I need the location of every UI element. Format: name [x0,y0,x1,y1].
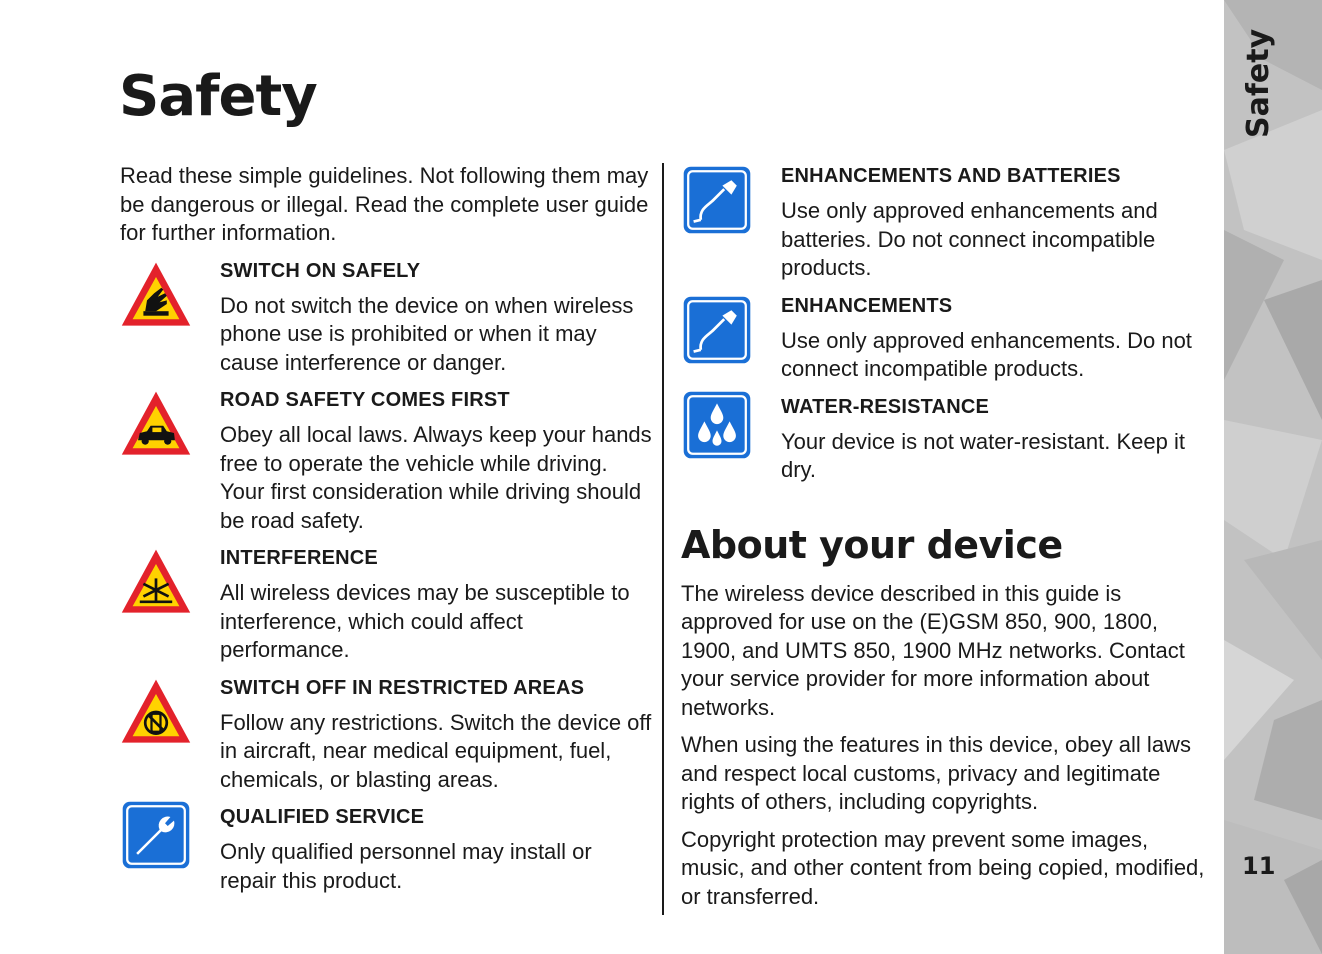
item-heading: ROAD SAFETY COMES FIRST [220,389,510,411]
item-body: Use only approved enhancements. Do not connect incompatible products. [781,327,1192,381]
item-heading: SWITCH OFF IN RESTRICTED AREAS [220,676,585,699]
item-body: Obey all local laws. Always keep your hands free to operate the vehicle while driving. Your first consideration while driving should be road safety. [220,422,652,533]
item-body: Use only approved enhancements and batteries. Do not connect incompatible products. [781,198,1158,280]
about-paragraph: The wireless device described in this guide is approved for use on the (E)GSM 850, 900, 1800, 1900, and UMTS 850, 1900 MHz networks. Contact your service provider for more information about networks. [681,580,1185,720]
item-heading: SWITCH ON SAFELY [220,259,421,282]
item-interference [120,544,652,665]
item-body: All wireless devices may be susceptible to interference, which could affect performance. [220,580,630,662]
interference-warning-icon [120,546,192,618]
item-switch-on-safely [120,257,652,378]
geometric-texture [1224,0,1322,954]
intro-text: Read these simple guidelines. Not following them may be dangerous or illegal. Read the complete user guide for further information. [120,163,649,245]
plug-cable-icon [681,164,753,236]
item-heading: ENHANCEMENTS [781,294,953,317]
item-restricted-areas [120,674,652,795]
page-number: 11 [1242,852,1276,880]
item-heading: QUALIFIED SERVICE [220,806,425,828]
about-title: About your device [681,522,1063,567]
item-enhancements [681,292,1213,384]
item-body: Follow any restrictions. Switch the device off in aircraft, near medical equipment, fuel, chemicals, or blasting areas. [220,709,652,792]
item-water-resistance [681,393,1213,485]
item-body: Your device is not water-resistant. Keep it dry. [781,428,1185,482]
item-enhancements-batteries [681,162,1213,283]
car-warning-icon [120,388,192,460]
wrench-icon [120,799,192,871]
column-divider [662,163,664,915]
page-title: Safety [119,64,317,129]
about-paragraph: When using the features in this device, obey all laws and respect local customs, privacy and legitimate rights of others, including copyrights. [681,732,1191,814]
item-heading: INTERFERENCE [220,547,378,569]
item-body: Only qualified personnel may install or repair this product. [220,839,592,893]
left-column [120,162,652,895]
side-tab-text: Safety [1241,28,1276,138]
hand-warning-icon [120,259,192,331]
plug-cable-icon [681,294,753,366]
right-column [681,162,1213,911]
item-body: Do not switch the device on when wireless phone use is prohibited or when it may cause interference or danger. [220,292,634,375]
water-drops-icon [681,389,753,461]
item-qualified-service [120,803,652,895]
about-paragraph: Copyright protection may prevent some images, music, and other content from being copied, modified, or transferred. [681,826,1205,909]
sidebar-texture [1224,0,1322,954]
side-tab-label [1239,30,1279,140]
no-phone-warning-icon [120,676,192,748]
item-road-safety [120,386,652,535]
item-heading: WATER-RESISTANCE [781,395,990,418]
item-heading: ENHANCEMENTS AND BATTERIES [781,165,1121,187]
